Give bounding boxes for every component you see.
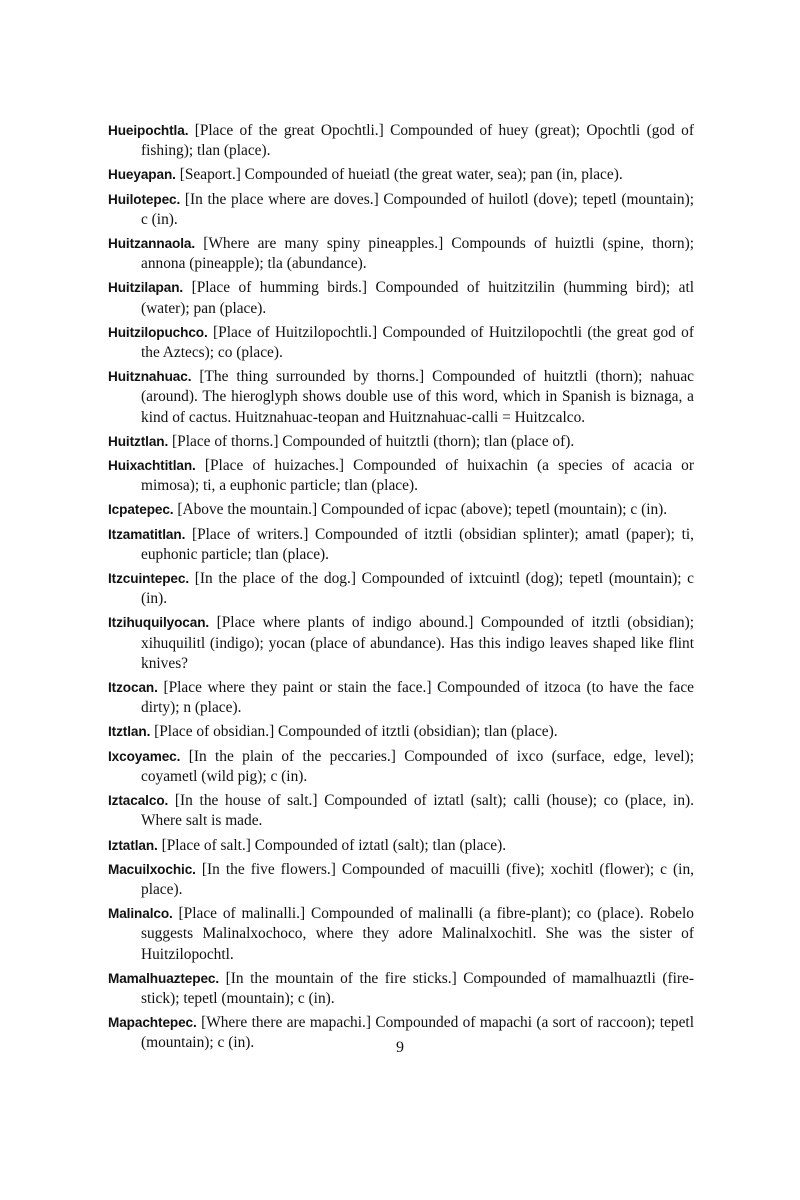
entry-definition: [In the place where are doves.] Compounded of huilotl (dove); tepetl (mountain); c (in). [141,190,694,228]
entry-huitztlan [108,432,694,452]
entry-headword: Huitzilopuchco. [108,324,208,340]
entry-definition: [Place of obsidian.] Compounded of itztli (obsidian); tlan (place). [154,723,558,741]
entry-huitzannaola [108,234,694,274]
entry-headword: Icpatepec. [108,502,174,518]
entry-headword: Huitztlan. [108,433,169,449]
entry-definition: [Place of writers.] Compounded of itztli (obsidian splinter); amatl (paper); ti, euphonic particle; tlan (place). [141,525,694,563]
entry-huixachtitlan [108,456,694,496]
entry-huitzilapan [108,278,694,318]
entry-macuilxochic [108,860,694,900]
entry-itzocan [108,678,694,718]
entry-itztlan [108,722,694,742]
entry-headword: Itzcuintepec. [108,571,190,587]
entry-hueyapan [108,165,694,185]
entry-definition: [Place of malinalli.] Compounded of malinalli (a fibre-plant); co (place). Robelo suggests Malinalxochoco, where they adore Malinalxochitl. She was the sister of Huitzilopochtl. [141,905,694,963]
entry-definition: [Place of huizaches.] Compounded of huixachin (a species of acacia or mimosa); ti, a euphonic particle; tlan (place). [141,457,694,495]
entry-headword: Huitzannaola. [108,236,196,252]
entry-definition: [In the house of salt.] Compounded of iztatl (salt); calli (house); co (place, in). Where salt is made. [141,792,694,830]
entry-headword: Mapachtepec. [108,1015,197,1031]
entry-iztacalco [108,791,694,831]
entry-definition: [Above the mountain.] Compounded of icpac (above); tepetl (mountain); c (in). [177,501,668,519]
entry-headword: Hueyapan. [108,167,176,183]
entry-headword: Huilotepec. [108,191,181,207]
entry-huitznahuac [108,367,694,428]
page-number: 9 [396,1039,404,1056]
entry-definition: [The thing surrounded by thorns.] Compounded of huitztli (thorn); nahuac (around). The hieroglyph shows double use of this word, which in Spanish is biznaga, a kind of cactus. Huitznahuac-teopan and Huitznahuac-calli = Huitzcalco. [141,368,694,426]
entry-headword: Itztlan. [108,724,151,740]
entry-definition: [Where are many spiny pineapples.] Compounds of huiztli (spine, thorn); annona (pineapple); tla (abundance). [141,235,694,273]
entry-definition: [In the plain of the peccaries.] Compounded of ixco (surface, edge, level); coyametl (wild pig); c (in). [141,747,694,785]
entry-huilotepec [108,190,694,230]
entry-definition: [Place of the great Opochtli.] Compounded of huey (great); Opochtli (god of fishing); tlan (place). [141,122,694,160]
entry-definition: [In the place of the dog.] Compounded of ixtcuintl (dog); tepetl (mountain); c (in). [141,570,694,608]
entry-headword: Itzamatitlan. [108,526,186,542]
entry-itzamatitlan [108,525,694,565]
entry-headword: Hueipochtla. [108,123,189,138]
entry-definition: [Place of thorns.] Compounded of huitztli (thorn); tlan (place of). [172,432,575,450]
entry-headword: Iztacalco. [108,793,169,809]
entry-hueipochtla [108,121,694,161]
dictionary-page [108,121,694,1058]
entry-headword: Mamalhuaztepec. [108,970,220,986]
entry-headword: Iztatlan. [108,837,158,853]
entry-definition: [Place of humming birds.] Compounded of huitzitzilin (humming bird); atl (water); pan (place). [141,279,694,317]
entry-definition: [Place of salt.] Compounded of iztatl (salt); tlan (place). [161,836,507,854]
entry-definition: [In the mountain of the fire sticks.] Compounded of mamalhuaztli (fire-stick); tepetl (mountain); c (in). [141,969,694,1007]
entry-headword: Ixcoyamec. [108,748,181,764]
entry-headword: Huixachtitlan. [108,458,196,474]
entry-headword: Huitzilapan. [108,280,184,296]
entry-mamalhuaztepec [108,969,694,1009]
entry-ixcoyamec [108,747,694,787]
entry-definition: [Place where they paint or stain the face.] Compounded of itzoca (to have the face dirty); n (place). [141,679,694,717]
entry-definition: [Seaport.] Compounded of hueiatl (the great water, sea); pan (in, place). [179,166,623,184]
entry-definition: [Where there are mapachi.] Compounded of mapachi (a sort of raccoon); tepetl (mountain); c (in). [141,1014,694,1052]
entry-headword: Malinalco. [108,906,173,922]
entry-headword: Macuilxochic. [108,861,196,877]
entry-icpatepec [108,500,694,520]
entry-iztatlan [108,836,694,856]
entry-definition: [Place of Huitzilopochtli.] Compounded of Huitzilopochtli (the great god of the Aztecs); co (place). [141,323,694,362]
entry-itzcuintepec [108,569,694,609]
entry-headword: Itzocan. [108,680,158,696]
entry-headword: Itzihuquilyocan. [108,615,210,631]
entry-definition: [In the five flowers.] Compounded of macuilli (five); xochitl (flower); c (in, place). [141,860,694,898]
entry-headword: Huitznahuac. [108,369,192,385]
entry-definition: [Place where plants of indigo abound.] Compounded of itztli (obsidian); xihuquilitl (indigo); yocan (place of abundance). Has this indigo leaves shaped like flint knives? [141,614,694,672]
entry-huitzilopuchco [108,323,694,363]
entry-itzihuquilyocan [108,613,694,674]
entry-malinalco [108,904,694,965]
